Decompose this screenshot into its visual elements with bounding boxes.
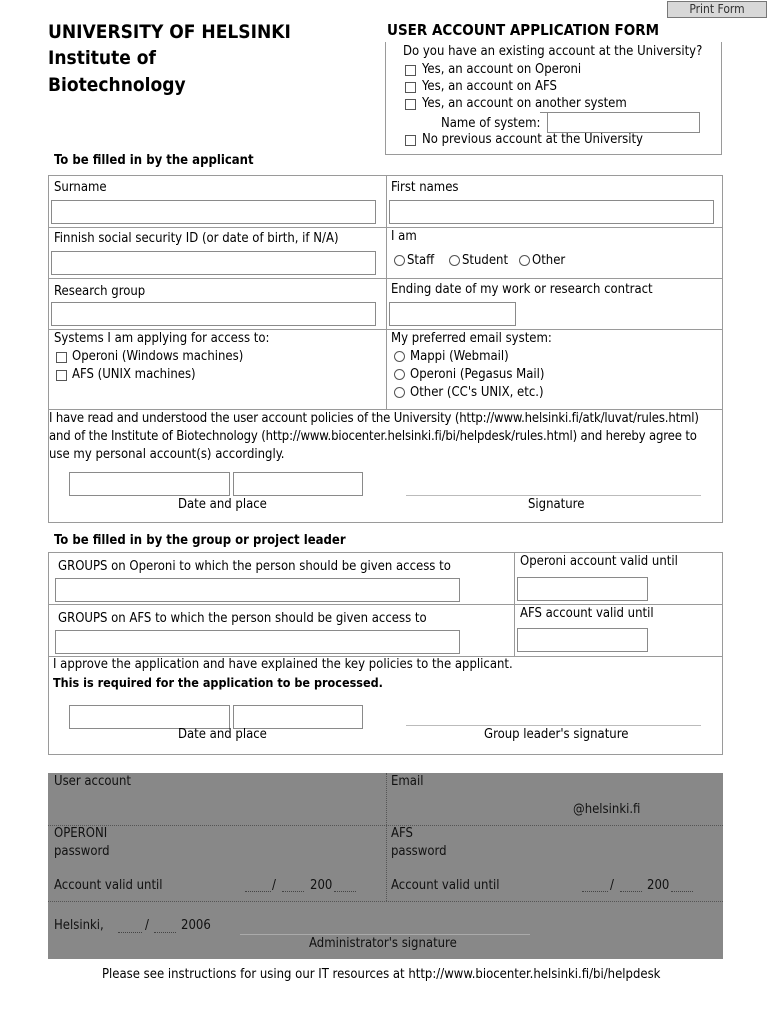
label-admin-afs-password: password [391,844,447,859]
leader-section-title: To be filled in by the group or project leader [54,533,346,548]
label-surname: Surname [54,180,107,195]
agreement-line-3: use my personal account(s) accordingly. [49,447,285,462]
helsinki-day[interactable] [118,932,142,933]
label-user-account: User account [54,774,131,789]
institute-line1: Institute of [48,47,156,69]
label-valid-until-afs: Account valid until [391,878,500,893]
radio-email-mappi[interactable] [394,351,405,362]
label-email-operoni: Operoni (Pegasus Mail) [410,367,545,382]
label-admin-signature: Administrator's signature [309,936,457,951]
label-operoni-existing: Yes, an account on Operoni [422,62,582,77]
leader-date-input[interactable] [69,705,230,729]
afs-valid-input[interactable] [517,628,648,652]
first-names-input[interactable] [389,200,714,224]
valid-until-operoni-slash: / [272,878,276,893]
leader-place-input[interactable] [233,705,363,729]
row-divider-2 [48,278,723,279]
label-email-mappi: Mappi (Webmail) [410,349,509,364]
valid-until-operoni-day[interactable] [245,891,271,892]
helsinki-slash: / [145,918,149,933]
valid-until-afs-year-suffix[interactable] [671,891,693,892]
label-groups-operoni: GROUPS on Operoni to which the person should be given access to [58,559,451,574]
label-student: Student [462,253,509,268]
university-name: UNIVERSITY OF HELSINKI [48,21,291,43]
ssid-input[interactable] [51,251,376,275]
label-leader-date-place: Date and place [178,727,267,742]
radio-email-operoni[interactable] [394,369,405,380]
valid-until-afs-month[interactable] [620,891,642,892]
research-group-input[interactable] [51,302,376,326]
label-afs-valid: AFS account valid until [520,606,654,621]
radio-student[interactable] [449,255,460,266]
label-operoni-valid: Operoni account valid until [520,554,678,569]
label-leader-signature: Group leader's signature [484,727,629,742]
label-sys-afs: AFS (UNIX machines) [72,367,196,382]
label-first-names: First names [391,180,459,195]
checkbox-sys-operoni[interactable] [56,352,67,363]
applicant-col-divider [386,175,387,410]
label-afs-existing: Yes, an account on AFS [422,79,557,94]
required-statement: This is required for the application to be processed. [53,675,383,690]
radio-email-other[interactable] [394,387,405,398]
label-admin-email: Email [391,774,424,789]
surname-input[interactable] [51,200,376,224]
applicant-date-input[interactable] [69,472,230,496]
label-applicant-date-place: Date and place [178,497,267,512]
form-title: USER ACCOUNT APPLICATION FORM [387,21,660,39]
checkbox-no-previous[interactable] [405,135,416,146]
label-other: Other [532,253,566,268]
label-other-existing: Yes, an account on another system [422,96,627,111]
name-of-system-input[interactable] [547,112,700,133]
checkbox-other-existing[interactable] [405,99,416,110]
admin-row-divider-2 [48,901,723,902]
institute-line2: Biotechnology [48,74,186,96]
print-form-button[interactable]: Print Form [667,1,767,18]
valid-until-operoni-month[interactable] [282,891,304,892]
admin-email-domain: @helsinki.fi [573,802,641,817]
approve-statement: I approve the application and have explained the key policies to the applicant. [53,657,513,672]
label-no-previous: No previous account at the University [422,132,643,147]
applicant-signature-line[interactable] [406,495,701,496]
label-email-system: My preferred email system: [391,331,552,346]
helsinki-year: 2006 [181,918,211,933]
label-name-of-system: Name of system: [441,116,541,131]
footer-instructions: Please see instructions for using our IT resources at http://www.biocenter.helsinki.fi/bi/helpdesk [102,967,661,982]
admin-row-divider-1 [48,825,723,826]
ending-date-input[interactable] [389,302,516,326]
label-staff: Staff [407,253,435,268]
valid-until-operoni-year: 200 [310,878,333,893]
label-applicant-signature: Signature [528,497,585,512]
valid-until-afs-day[interactable] [582,891,608,892]
label-ssid: Finnish social security ID (or date of birth, if N/A) [54,231,339,246]
label-sys-operoni: Operoni (Windows machines) [72,349,244,364]
admin-col-divider [386,773,387,901]
applicant-section-title: To be filled in by the applicant [54,153,254,168]
label-groups-afs: GROUPS on AFS to which the person should be given access to [58,611,427,626]
checkbox-afs-existing[interactable] [405,82,416,93]
label-admin-operoni-password: password [54,844,110,859]
leader-row-divider-1 [48,604,723,605]
label-i-am: I am [391,229,417,244]
radio-staff[interactable] [394,255,405,266]
leader-signature-line[interactable] [406,725,701,726]
groups-afs-input[interactable] [55,630,460,654]
groups-operoni-input[interactable] [55,578,460,602]
label-research-group: Research group [54,284,146,299]
existing-account-question: Do you have an existing account at the University? [403,44,703,59]
label-admin-operoni: OPERONI [54,826,108,841]
valid-until-afs-year: 200 [647,878,670,893]
helsinki-month[interactable] [154,932,176,933]
checkbox-sys-afs[interactable] [56,370,67,381]
agreement-line-1: I have read and understood the user account policies of the University (http://www.helsinki.fi/atk/luvat/rules.html) [49,411,699,426]
radio-other[interactable] [519,255,530,266]
valid-until-afs-slash: / [610,878,614,893]
label-admin-afs: AFS [391,826,413,841]
label-email-other: Other (CC's UNIX, etc.) [410,385,544,400]
admin-signature-line[interactable] [240,934,530,935]
label-helsinki: Helsinki, [54,918,104,933]
operoni-valid-input[interactable] [517,577,648,601]
label-ending-date: Ending date of my work or research contract [391,282,653,297]
label-systems: Systems I am applying for access to: [54,331,270,346]
label-valid-until-operoni: Account valid until [54,878,163,893]
row-divider-4 [48,409,723,410]
valid-until-operoni-year-suffix[interactable] [334,891,356,892]
row-divider-1 [48,227,723,228]
row-divider-3 [48,329,723,330]
checkbox-operoni-existing[interactable] [405,65,416,76]
agreement-line-2: and of the Institute of Biotechnology (http://www.biocenter.helsinki.fi/bi/helpdesk/rules.html) and hereby agree to [49,429,697,444]
applicant-place-input[interactable] [233,472,363,496]
